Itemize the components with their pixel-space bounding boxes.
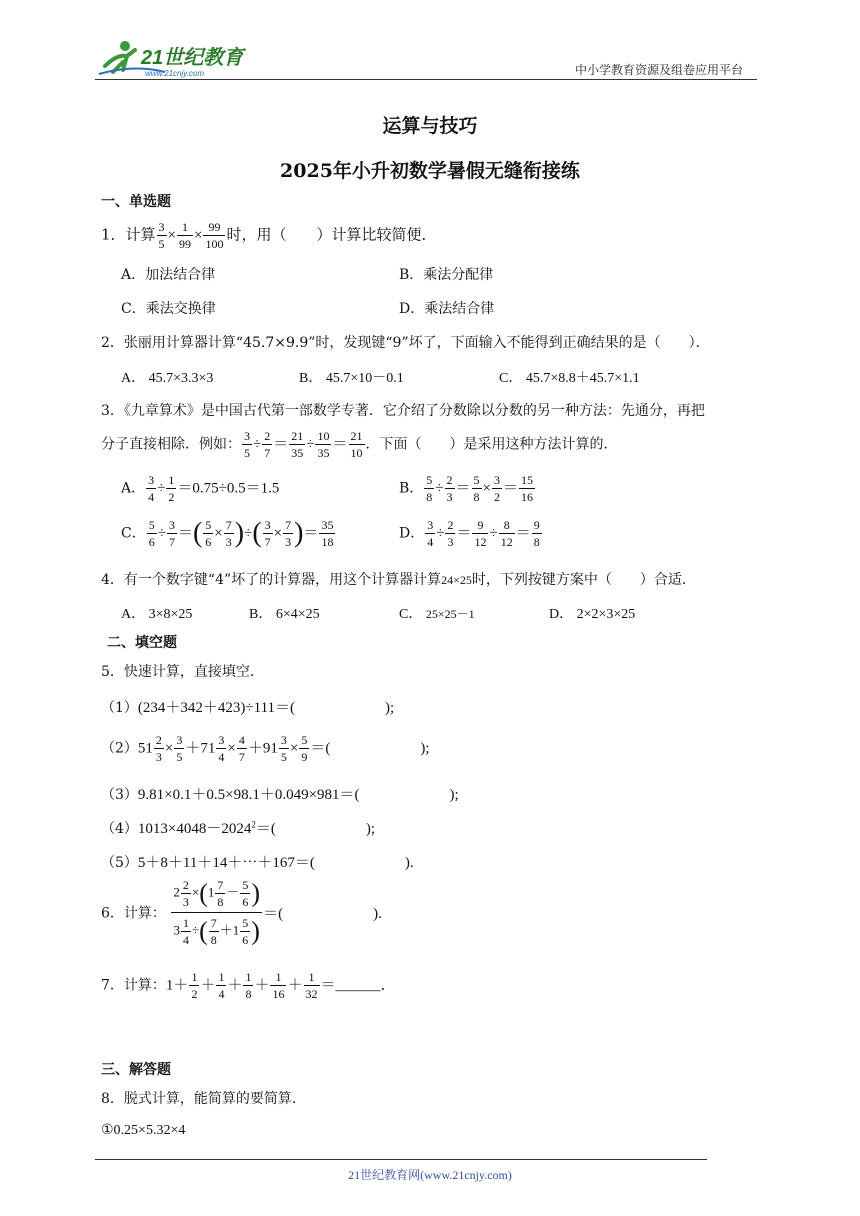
q1-label: 1．计算 [101, 225, 156, 244]
q1-option-d[interactable]: D．乘法结合律 [399, 301, 495, 317]
q4-option-d[interactable]: D． 2×2×3×25 [549, 607, 636, 622]
q4-option-b[interactable]: B． 6×4×25 [249, 607, 320, 622]
q8-item-1: ①0.25×5.32×4 [101, 1123, 186, 1138]
q1-option-c[interactable]: C．乘法交换律 [121, 301, 216, 317]
question-5: 5．快速计算，直接填空． [101, 664, 264, 680]
q5-item-4: $(4)1013\times 4048-2024^2=$( ); [101, 819, 376, 837]
question-3-line2: 分子直接相除．例如： $\frac{3}{5}$ ÷ $\frac{2}{7}$ ＝ $\frac{21}{35}$ ÷ $\frac{10}{35}$ ＝ $\frac{21}{10}$ ．下面（ ）是采用这种方法计算的． [101, 429, 618, 460]
fraction: $\frac{3}{5}$ [158, 220, 165, 251]
question-8: 8．脱式计算，能简算的要简算． [101, 1091, 306, 1107]
runner-logo-icon [95, 36, 260, 80]
q3-option-b[interactable]: B． $\frac{5}{8}$ ÷ $\frac{2}{3}$ ＝ $\frac{5}{8}$ × $\frac{3}{2}$ ＝ $\frac{15}{16}$ [399, 473, 534, 504]
q2-option-c[interactable]: C． 45.7×8.8＋45.7×1.1 [499, 371, 640, 386]
page-subtitle: 2025年小升初数学暑假无缝衔接练 [280, 160, 580, 182]
question-6: 6．计算： 2 $\frac{2}{3}$ ×(1 $\frac{7}{8}$ － $\frac{5}{6}$ ) 3 $\frac{1}{4}$ ÷( $\frac{7}{8}$ ＋1 $\frac{5}{6}$ ) ＝( ). [101, 878, 382, 947]
q1-option-b[interactable]: B．乘法分配律 [399, 267, 494, 283]
q4-option-a[interactable]: A． 3×8×25 [121, 607, 193, 622]
logo [95, 36, 260, 80]
q5-item-2: （2）51 $\frac{2}{3}$ × $\frac{3}{5}$ ＋71 $\frac{3}{4}$ × $\frac{4}{7}$ ＋91 $\frac{3}{5}$ × $\frac{5}{9}$ ＝( ); [101, 733, 430, 764]
header-rule [95, 79, 757, 80]
q2-option-b[interactable]: B． 45.7×10－0.1 [299, 371, 404, 386]
q1-text: 时，用（ ）计算比较简便． [226, 225, 437, 244]
q5-item-5: （5）5＋8＋11＋14＋⋯＋167＝( ). [101, 855, 414, 871]
footer-rule [95, 1159, 707, 1160]
q2-option-a[interactable]: A． 45.7×3.3×3 [121, 371, 214, 386]
page-title: 运算与技巧 [382, 115, 478, 137]
question-4: 4．有一个数字键“4”坏了的计算器，用这个计算器计算24×25时，下列按键方案中（ ）合适． [101, 572, 696, 588]
section-heading-single-choice: 一、单选题 [101, 194, 171, 210]
q3-tail: ．下面（ ）是采用这种方法计算的． [365, 436, 618, 453]
logo-url: www.21cnjy.com [145, 69, 204, 78]
q4-option-c[interactable]: C． 25×25－1 [399, 607, 475, 622]
q3-option-c[interactable]: C． $\frac{5}{6}$ ÷ $\frac{3}{7}$ ＝( $\frac{5}{6}$ × $\frac{7}{3}$ )÷( $\frac{3}{7}$ × $\frac{7}{3}$ )＝ $\frac{35}{18}$ [121, 517, 334, 549]
footer-link[interactable]: 21世纪教育网(www.21cnjy.com) [348, 1168, 512, 1182]
q5-item-3: （3）9.81×0.1＋0.5×98.1＋0.049×981＝( ); [101, 787, 459, 803]
question-1: 1．计算 $\frac{3}{5}$ × $\frac{1}{99}$ × $\frac{99}{100}$ 时，用（ ）计算比较简便． [101, 220, 437, 251]
fraction: $\frac{99}{100}$ [205, 220, 224, 251]
section-heading-answer: 三、解答题 [101, 1062, 171, 1078]
logo-text: 21世纪教育 [141, 47, 244, 69]
q3-option-a[interactable]: A． $\frac{3}{4}$ ÷ $\frac{1}{2}$ ＝0.75÷0.5＝1.5 [121, 473, 280, 504]
question-3-line1: 3．《九章算术》是中国古代第一部数学专著．它介绍了分数除以分数的另一种方法：先通分，再把 [101, 403, 705, 419]
q3-option-d[interactable]: D． $\frac{3}{4}$ ÷ $\frac{2}{3}$ ＝ $\frac{9}{12}$ ÷ $\frac{8}{12}$ ＝ $\frac{9}{8}$ [399, 518, 540, 549]
header-platform-text: 中小学教育资源及组卷应用平台 [575, 63, 744, 77]
section-heading-fill-blank: 二、填空题 [107, 635, 177, 651]
q1-option-a[interactable]: A．加法结合律 [121, 267, 216, 283]
q3-example-label: 分子直接相除．例如： [101, 436, 241, 453]
fraction: $\frac{1}{99}$ [179, 220, 192, 251]
q5-item-1: （1）(234＋342＋423)÷111＝( ); [101, 700, 395, 716]
question-2: 2．张丽用计算器计算“45.7×9.9”时，发现键“9”坏了，下面输入不能得到正确结果的是（ ）． [101, 335, 710, 351]
question-7: 7．计算：1＋ $\frac{1}{2}$ ＋ $\frac{1}{4}$ ＋ $\frac{1}{8}$ ＋ $\frac{1}{16}$ ＋ $\frac{1}{32}$ ＝______． [101, 970, 396, 1001]
